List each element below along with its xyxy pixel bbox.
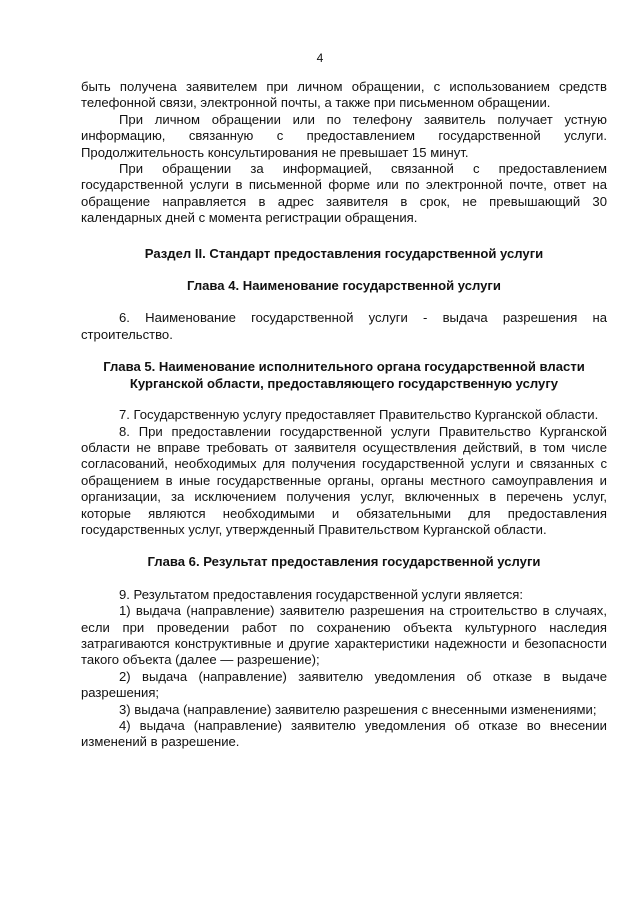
- document-body: [81, 79, 607, 751]
- paragraph-6: 6. Наименование государственной услуги - выдача разрешения на строительство.: [81, 310, 607, 342]
- chapter-5-title-line-1: Глава 5. Наименование исполнительного органа государственной власти: [103, 359, 585, 375]
- result-item-3: 3) выдача (направление) заявителю разрешения с внесенными изменениями;: [119, 701, 597, 717]
- intro-paragraph-3: При обращении за информацией, связанной с предоставлением государственной услуги в письменной форме или по электронной почте, ответ на обращение направляется в адрес заявителя в срок, не превышающий 30 календарных дней с момента регистрации обращения.: [81, 161, 607, 226]
- section-title: Раздел II. Стандарт предоставления государственной услуги: [144, 245, 544, 261]
- paragraph-7: 7. Государственную услугу предоставляет Правительство Курганской области.: [119, 407, 599, 423]
- chapter-5-title: [81, 359, 607, 392]
- intro-paragraph-2: При личном обращении или по телефону заявитель получает устную информацию, связанную с предоставлением государственной услуги. Продолжительность консультирования не превышает 15 минут.: [81, 111, 607, 160]
- result-item-1: 1) выдача (направление) заявителю разрешения на строительство в случаях, если при проведении работ по сохранению объекта культурного наследия затрагиваются конструктивные и другие характеристики надежности и безопасности такого объекта (далее — разрешение);: [81, 603, 607, 668]
- paragraph-8: 8. При предоставлении государственной услуги Правительство Курганской области не вправе требовать от заявителя осуществления действий, в том числе согласований, необходимых для получения государственной услуги и связанных с обращением в иные государственные органы, органы местного самоуправления и организации, за исключением получения услуг, включенных в перечень услуг, которые являются необходимыми и обязательными для предоставления государственных услуг, утвержденный Правительством Курганской области.: [81, 423, 607, 537]
- result-item-2: 2) выдача (направление) заявителю уведомления об отказе в выдаче разрешения;: [81, 668, 607, 701]
- paragraph-9: 9. Результатом предоставления государственной услуги является:: [119, 586, 523, 602]
- chapter-6-title: Глава 6. Результат предоставления государственной услуги: [147, 554, 541, 570]
- chapter-4-title: Глава 4. Наименование государственной услуги: [187, 278, 501, 294]
- result-item-4: 4) выдача (направление) заявителю уведомления об отказе во внесении изменений в разрешение.: [81, 718, 607, 750]
- chapter-5-title-line-2: Курганской области, предоставляющего государственную услугу: [129, 375, 559, 391]
- intro-paragraph-1: быть получена заявителем при личном обращении, с использованием средств телефонной связи, электронной почты, а также при письменном обращении.: [81, 79, 607, 111]
- page-number: 4: [316, 51, 324, 65]
